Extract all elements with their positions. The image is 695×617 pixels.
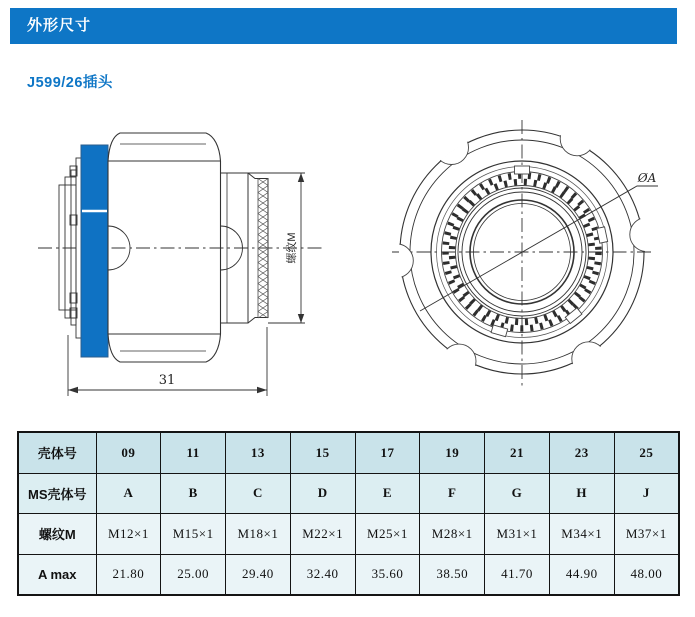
table-cell: J xyxy=(614,473,679,514)
table-cell: M15×1 xyxy=(161,514,226,555)
table-row xyxy=(18,473,679,514)
table-cell: A xyxy=(96,473,161,514)
table-cell: M25×1 xyxy=(355,514,420,555)
table-cell: 38.50 xyxy=(420,554,485,595)
table-cell: 32.40 xyxy=(290,554,355,595)
table-cell: M22×1 xyxy=(290,514,355,555)
table-cell: 15 xyxy=(290,432,355,473)
side-view xyxy=(38,133,322,396)
length-dim-label: 31 xyxy=(158,373,176,388)
product-title: J599/26插头 xyxy=(27,75,113,91)
table-cell: 41.70 xyxy=(485,554,550,595)
section-header: 外形尺寸 xyxy=(10,8,677,44)
table-cell: 17 xyxy=(355,432,420,473)
table-cell: F xyxy=(420,473,485,514)
table-cell: 48.00 xyxy=(614,554,679,595)
table-cell: 23 xyxy=(549,432,614,473)
thread-label: 螺纹M xyxy=(286,232,298,264)
table-row xyxy=(18,432,679,473)
table-row xyxy=(18,554,679,595)
coupling-nut xyxy=(108,133,243,362)
row-header: MS壳体号 xyxy=(18,473,96,514)
table-cell: C xyxy=(226,473,291,514)
table-cell: M31×1 xyxy=(485,514,550,555)
table-cell: 19 xyxy=(420,432,485,473)
diameter-dimension xyxy=(420,171,658,311)
table-cell: M34×1 xyxy=(549,514,614,555)
table-cell: 11 xyxy=(161,432,226,473)
table-cell: 25 xyxy=(614,432,679,473)
table-cell: 21.80 xyxy=(96,554,161,595)
table-cell: M28×1 xyxy=(420,514,485,555)
row-header: A max xyxy=(18,554,96,595)
table-cell: M18×1 xyxy=(226,514,291,555)
row-header: 壳体号 xyxy=(18,432,96,473)
table-cell: G xyxy=(485,473,550,514)
table-cell: D xyxy=(290,473,355,514)
row-header: 螺纹M xyxy=(18,514,96,555)
front-view xyxy=(379,120,664,388)
blue-insert xyxy=(81,145,108,357)
diameter-label: ØA xyxy=(637,171,657,185)
table-cell: H xyxy=(549,473,614,514)
spec-table xyxy=(17,431,680,596)
table-cell: 44.90 xyxy=(549,554,614,595)
table-cell: 09 xyxy=(96,432,161,473)
table-row xyxy=(18,514,679,555)
table-cell: M12×1 xyxy=(96,514,161,555)
table-cell: 25.00 xyxy=(161,554,226,595)
table-cell: E xyxy=(355,473,420,514)
table-cell: B xyxy=(161,473,226,514)
technical-drawing xyxy=(0,100,695,420)
table-cell: 13 xyxy=(226,432,291,473)
table-cell: 35.60 xyxy=(355,554,420,595)
spec-table-body xyxy=(18,432,679,595)
table-cell: M37×1 xyxy=(614,514,679,555)
table-cell: 21 xyxy=(485,432,550,473)
table-cell: 29.40 xyxy=(226,554,291,595)
